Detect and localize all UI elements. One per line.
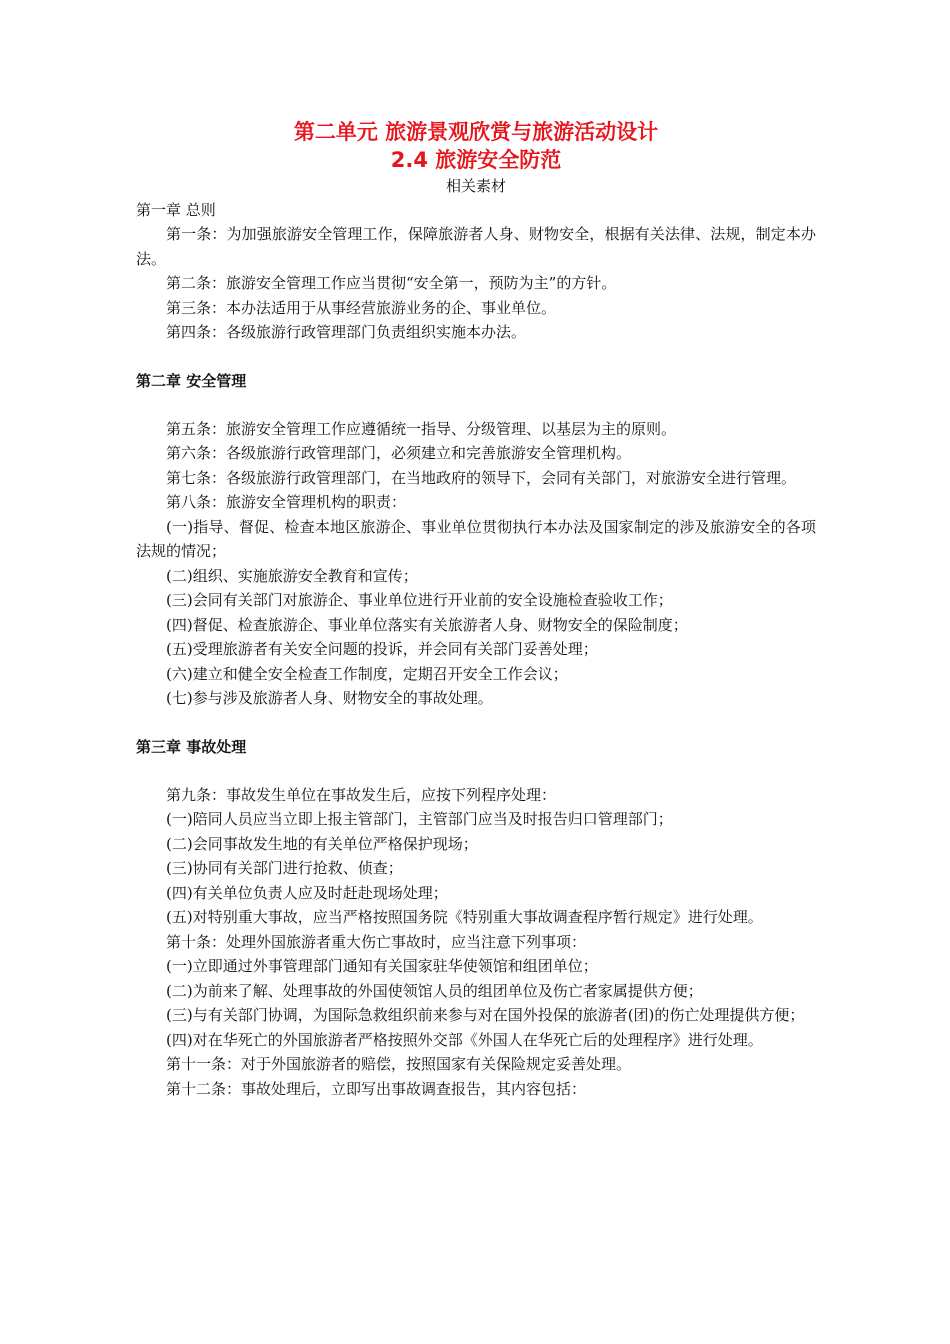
- article-paragraph: (一)立即通过外事管理部门通知有关国家驻华使领馆和组团单位；: [166, 957, 598, 975]
- article-paragraph: (七)参与涉及旅游者人身、财物安全的事故处理。: [166, 689, 493, 707]
- chapters-container: [136, 198, 816, 1101]
- article-paragraph: (三)协同有关部门进行抢救、侦查；: [166, 859, 403, 877]
- article-paragraph: 第二条：旅游安全管理工作应当贯彻“安全第一，预防为主”的方针。: [166, 274, 617, 292]
- article-paragraph: (五)受理旅游者有关安全问题的投诉，并会同有关部门妥善处理；: [166, 640, 598, 658]
- article-paragraph: (一)指导、督促、检查本地区旅游企、事业单位贯彻执行本办法及国家制定的涉及旅游安全的各项法规的情况；: [136, 517, 816, 560]
- article-paragraph: 第四条：各级旅游行政管理部门负责组织实施本办法。: [166, 323, 527, 341]
- document-subtitle: 相关素材: [445, 177, 506, 195]
- document-title-line1: 第二单元 旅游景观欣赏与旅游活动设计: [293, 120, 659, 144]
- article-paragraph: (五)对特别重大事故，应当严格按照国务院《特别重大事故调查程序暂行规定》进行处理。: [166, 908, 763, 926]
- article-paragraph: 第九条：事故发生单位在事故发生后，应按下列程序处理：: [166, 785, 557, 804]
- article-paragraph: (二)会同事故发生地的有关单位严格保护现场；: [166, 834, 478, 853]
- article-paragraph: (二)组织、实施旅游安全教育和宣传；: [166, 566, 418, 585]
- article-paragraph: (三)与有关部门协调，为国际急救组织前来参与对在国外投保的旅游者(团)的伤亡处理提供方便；: [166, 1006, 805, 1024]
- article-paragraph: 第八条：旅游安全管理机构的职责：: [166, 493, 407, 511]
- document-title-line2: 2.4 旅游安全防范: [390, 148, 562, 172]
- article-paragraph: (四)有关单位负责人应及时赶赴现场处理；: [166, 883, 448, 902]
- article-paragraph: 第一条：为加强旅游安全管理工作，保障旅游者人身、财物安全，根据有关法律、法规，制定本办法。: [136, 225, 816, 268]
- chapter-heading: 第二章 安全管理: [136, 371, 247, 390]
- chapter-section: [136, 369, 816, 711]
- article-paragraph: 第五条：旅游安全管理工作应遵循统一指导、分级管理、以基层为主的原则。: [166, 419, 677, 438]
- article-paragraph: 第十一条：对于外国旅游者的赔偿，按照国家有关保险规定妥善处理。: [166, 1055, 632, 1073]
- article-paragraph: (一)陪同人员应当立即上报主管部门，主管部门应当及时报告归口管理部门；: [166, 810, 673, 828]
- document-page: [136, 118, 816, 1101]
- article-paragraph: 第七条：各级旅游行政管理部门，在当地政府的领导下，会同有关部门，对旅游安全进行管理。: [166, 468, 797, 487]
- article-paragraph: 第六条：各级旅游行政管理部门，必须建立和完善旅游安全管理机构。: [166, 444, 632, 462]
- chapter-heading: 第一章 总则: [136, 201, 216, 219]
- chapter-section: [136, 198, 816, 345]
- article-paragraph: 第十条：处理外国旅游者重大伤亡事故时，应当注意下列事项：: [166, 932, 587, 951]
- article-paragraph: (四)对在华死亡的外国旅游者严格按照外交部《外国人在华死亡后的处理程序》进行处理。: [166, 1030, 763, 1049]
- article-paragraph: (四)督促、检查旅游企、事业单位落实有关旅游者人身、财物安全的保险制度；: [166, 615, 688, 634]
- chapter-heading: 第三章 事故处理: [136, 737, 247, 756]
- article-paragraph: 第十二条：事故处理后，立即写出事故调查报告，其内容包括：: [166, 1079, 587, 1098]
- article-paragraph: 第三条：本办法适用于从事经营旅游业务的企、事业单位。: [166, 298, 557, 317]
- article-paragraph: (六)建立和健全安全检查工作制度，定期召开安全工作会议；: [166, 664, 568, 683]
- article-paragraph: (三)会同有关部门对旅游企、事业单位进行开业前的安全设施检查验收工作；: [166, 591, 673, 609]
- chapter-section: [136, 735, 816, 1102]
- article-paragraph: (二)为前来了解、处理事故的外国使领馆人员的组团单位及伤亡者家属提供方便；: [166, 981, 703, 1000]
